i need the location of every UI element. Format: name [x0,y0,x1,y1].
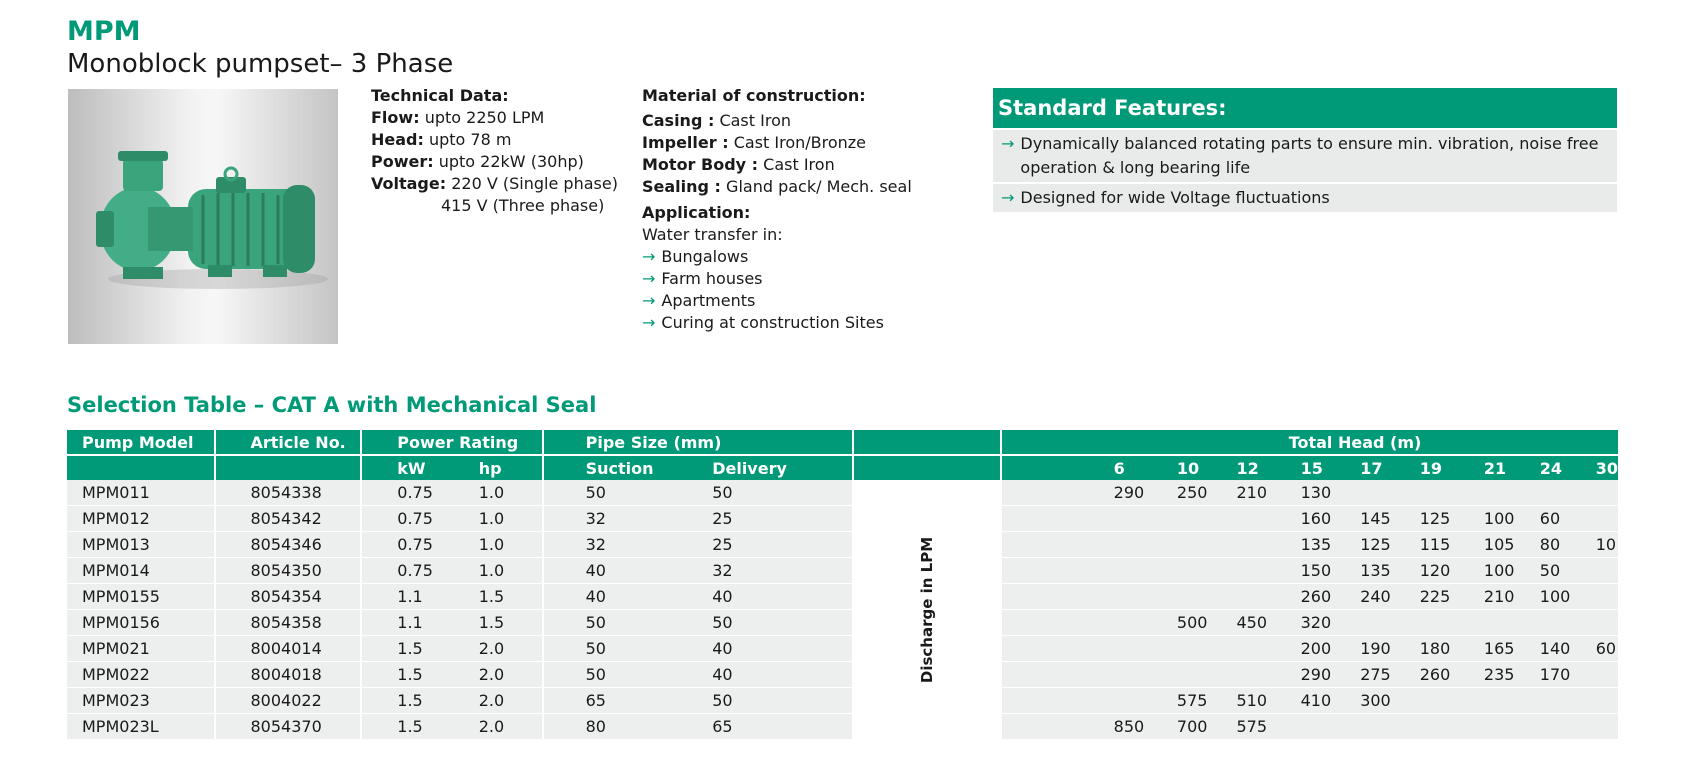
discharge-label: Discharge in LPM [917,536,936,684]
cell-flow: 100 [1540,584,1596,610]
sealing-label: Sealing : [642,177,721,196]
cell-article-no: 8054370 [214,714,361,740]
application-label: Farm houses [661,269,763,288]
cell-flow: 130 [1301,480,1361,506]
table-row [67,610,1618,636]
cell-delivery: 25 [670,506,852,532]
cell-flow: 60 [1596,636,1618,662]
cell-flow: 410 [1301,688,1361,714]
subcol-suction: Suction [542,454,671,480]
cell-flow [1596,688,1618,714]
voltage-value-1: 220 V (Single phase) [451,174,618,193]
cell-flow [1114,636,1177,662]
cell-head-spacer [1000,480,1114,506]
cell-flow [1596,480,1618,506]
cell-flow: 235 [1484,662,1540,688]
impeller-label: Impeller : [642,133,729,152]
cell-flow: 290 [1301,662,1361,688]
cell-flow [1596,714,1618,740]
cell-flow [1236,506,1300,532]
cell-delivery: 25 [670,532,852,558]
cell-flow [1236,532,1300,558]
cell-flow: 150 [1301,558,1361,584]
cell-flow [1360,480,1420,506]
cell-flow [1114,610,1177,636]
cell-flow: 125 [1360,532,1420,558]
cell-flow [1540,610,1596,636]
cell-flow [1177,532,1237,558]
cell-flow [1596,610,1618,636]
cell-flow [1484,688,1540,714]
arrow-right-icon: → [642,269,656,288]
cell-kw: 1.5 [360,636,450,662]
motor-line [642,154,942,176]
selection-table [67,430,1618,740]
subcol-head: 30 [1596,454,1618,480]
cell-pump-model: MPM013 [67,532,214,558]
cell-flow [1236,584,1300,610]
cell-flow: 165 [1484,636,1540,662]
cell-article-no: 8054354 [214,584,361,610]
power-line [371,151,621,173]
motor-label: Motor Body : [642,155,759,174]
cell-flow: 300 [1360,688,1420,714]
cell-flow: 260 [1301,584,1361,610]
impeller-line [642,132,942,154]
cell-head-spacer [1000,610,1114,636]
table-row [67,558,1618,584]
head-label: Head: [371,130,424,149]
cell-flow [1114,688,1177,714]
cell-flow: 450 [1236,610,1300,636]
cell-flow [1484,714,1540,740]
flow-line [371,107,621,129]
cell-article-no: 8004018 [214,662,361,688]
cell-article-no: 8054338 [214,480,361,506]
cell-delivery: 65 [670,714,852,740]
cell-flow [1596,506,1618,532]
cell-flow: 250 [1177,480,1237,506]
sealing-value: Gland pack/ Mech. seal [726,177,912,196]
cell-hp: 1.5 [451,610,542,636]
arrow-right-icon: → [642,313,656,332]
sealing-line [642,176,942,198]
table-row [67,480,1618,506]
cell-flow [1596,584,1618,610]
casing-label: Casing : [642,111,715,130]
subcol-head: 10 [1177,454,1237,480]
cell-flow [1484,480,1540,506]
selection-table-title: Selection Table – CAT A with Mechanical Seal [67,393,597,417]
cell-delivery: 40 [670,636,852,662]
cell-article-no: 8004014 [214,636,361,662]
cell-pump-model: MPM011 [67,480,214,506]
cell-head-spacer [1000,532,1114,558]
cell-head-spacer [1000,558,1114,584]
cell-flow [1420,480,1484,506]
subcol-head-spacer [1000,454,1114,480]
cell-pump-model: MPM0155 [67,584,214,610]
cell-kw: 0.75 [360,480,450,506]
feature-item [993,130,1617,182]
cell-suction: 40 [542,584,671,610]
subcol-head: 19 [1420,454,1484,480]
cell-pump-model: MPM023L [67,714,214,740]
product-subtitle: Monoblock pumpset– 3 Phase [67,49,454,79]
cell-hp: 2.0 [451,636,542,662]
arrow-right-icon: → [642,291,656,310]
cell-delivery: 40 [670,662,852,688]
application-item [642,312,942,334]
voltage-label: Voltage: [371,174,447,193]
cell-flow [1236,636,1300,662]
cell-hp: 1.0 [451,506,542,532]
cell-flow [1484,610,1540,636]
cell-delivery: 50 [670,610,852,636]
cell-flow: 700 [1177,714,1237,740]
cell-suction: 65 [542,688,671,714]
cell-flow: 160 [1301,506,1361,532]
power-label: Power: [371,152,434,171]
standard-features [993,88,1617,212]
cell-suction: 40 [542,558,671,584]
cell-flow [1114,584,1177,610]
cell-article-no: 8004022 [214,688,361,714]
cell-head-spacer [1000,662,1114,688]
cell-flow [1177,506,1237,532]
col-discharge-spacer [852,430,1000,454]
cell-flow [1420,714,1484,740]
cell-flow [1420,610,1484,636]
cell-flow [1114,558,1177,584]
cell-flow: 260 [1420,662,1484,688]
subcol-blank [214,454,361,480]
cell-flow: 80 [1540,532,1596,558]
cell-flow: 320 [1301,610,1361,636]
cell-suction: 50 [542,610,671,636]
cell-flow: 575 [1177,688,1237,714]
cell-delivery: 32 [670,558,852,584]
application-item [642,290,942,312]
cell-flow [1177,584,1237,610]
application-item [642,246,942,268]
cell-flow: 850 [1114,714,1177,740]
head-line [371,129,621,151]
cell-pump-model: MPM021 [67,636,214,662]
cell-hp: 1.0 [451,558,542,584]
cell-flow: 135 [1360,558,1420,584]
subcol-head: 15 [1301,454,1361,480]
voltage-line [371,173,621,195]
cell-article-no: 8054358 [214,610,361,636]
cell-flow [1540,714,1596,740]
flow-label: Flow: [371,108,420,127]
cell-flow: 60 [1540,506,1596,532]
power-value: upto 22kW (30hp) [438,152,584,171]
feature-label: Dynamically balanced rotating parts to ensure min. vibration, noise free operation & long bearing life [1020,134,1599,177]
subcol-kw: kW [360,454,450,480]
subcol-head: 17 [1360,454,1420,480]
cell-hp: 2.0 [451,688,542,714]
col-total-head: Total Head (m) [1000,430,1618,454]
arrow-right-icon: → [1001,188,1015,207]
cell-kw: 0.75 [360,506,450,532]
cell-flow [1236,558,1300,584]
cell-flow [1540,480,1596,506]
cell-kw: 0.75 [360,532,450,558]
pump-illustration [68,89,338,344]
cell-flow: 225 [1420,584,1484,610]
cell-hp: 2.0 [451,662,542,688]
table-row [67,532,1618,558]
cell-flow [1177,662,1237,688]
cell-suction: 32 [542,532,671,558]
cell-flow: 510 [1236,688,1300,714]
col-power-rating: Power Rating [360,430,541,454]
cell-flow: 10 [1596,532,1618,558]
cell-article-no: 8054346 [214,532,361,558]
casing-value: Cast Iron [719,111,791,130]
cell-flow: 275 [1360,662,1420,688]
table-row [67,688,1618,714]
cell-flow: 290 [1114,480,1177,506]
cell-flow [1596,662,1618,688]
cell-flow: 120 [1420,558,1484,584]
cell-delivery: 50 [670,688,852,714]
flow-value: upto 2250 LPM [424,108,545,127]
table-subheader-row [67,454,1618,480]
application-intro: Water transfer in: [642,225,783,244]
cell-flow [1177,636,1237,662]
voltage-value-2: 415 V (Three phase) [441,196,605,215]
cell-flow [1420,688,1484,714]
cell-hp: 2.0 [451,714,542,740]
technical-data [371,85,621,217]
cell-flow: 105 [1484,532,1540,558]
cell-flow [1540,688,1596,714]
cell-flow [1301,714,1361,740]
subcol-head: 12 [1236,454,1300,480]
cell-pump-model: MPM0156 [67,610,214,636]
col-pump-model: Pump Model [67,430,214,454]
cell-kw: 1.5 [360,688,450,714]
cell-head-spacer [1000,714,1114,740]
cell-flow: 170 [1540,662,1596,688]
subcol-blank [67,454,214,480]
cell-suction: 50 [542,662,671,688]
pump-photo [68,89,338,344]
discharge-label-cell [852,480,1000,740]
cell-flow: 115 [1420,532,1484,558]
cell-suction: 50 [542,480,671,506]
cell-pump-model: MPM014 [67,558,214,584]
cell-flow [1177,558,1237,584]
cell-flow: 180 [1420,636,1484,662]
cell-kw: 1.1 [360,610,450,636]
cell-suction: 50 [542,636,671,662]
cell-article-no: 8054350 [214,558,361,584]
cell-flow [1596,558,1618,584]
cell-suction: 80 [542,714,671,740]
cell-flow: 145 [1360,506,1420,532]
feature-label: Designed for wide Voltage fluctuations [1020,188,1330,207]
cell-flow: 240 [1360,584,1420,610]
cell-pump-model: MPM023 [67,688,214,714]
casing-line [642,110,942,132]
application-label: Curing at construction Sites [661,313,884,332]
cell-suction: 32 [542,506,671,532]
technical-heading: Technical Data: [371,86,509,105]
cell-delivery: 50 [670,480,852,506]
subcol-head: 6 [1114,454,1177,480]
subcol-delivery: Delivery [670,454,852,480]
cell-flow [1114,532,1177,558]
cell-flow: 100 [1484,506,1540,532]
table-body [67,480,1618,740]
cell-flow: 575 [1236,714,1300,740]
application-label: Apartments [661,291,756,310]
cell-kw: 1.1 [360,584,450,610]
material-heading: Material of construction: [642,86,866,105]
cell-flow: 210 [1484,584,1540,610]
motor-value: Cast Iron [763,155,835,174]
cell-pump-model: MPM022 [67,662,214,688]
subcol-head: 24 [1540,454,1596,480]
features-heading: Standard Features: [993,88,1617,128]
material-of-construction [642,85,942,334]
cell-flow: 125 [1420,506,1484,532]
cell-flow [1360,610,1420,636]
subcol-discharge-spacer [852,454,1000,480]
cell-delivery: 40 [670,584,852,610]
cell-flow [1236,662,1300,688]
table-header-row [67,430,1618,454]
cell-hp: 1.5 [451,584,542,610]
cell-flow: 100 [1484,558,1540,584]
cell-kw: 0.75 [360,558,450,584]
product-title: MPM [67,16,141,47]
application-label: Bungalows [661,247,749,266]
cell-flow [1114,506,1177,532]
cell-head-spacer [1000,688,1114,714]
cell-kw: 1.5 [360,662,450,688]
cell-article-no: 8054342 [214,506,361,532]
cell-flow: 50 [1540,558,1596,584]
cell-flow: 210 [1236,480,1300,506]
col-article-no: Article No. [214,430,361,454]
subcol-head: 21 [1484,454,1540,480]
application-item [642,268,942,290]
cell-flow [1114,662,1177,688]
cell-flow: 500 [1177,610,1237,636]
cell-flow [1360,714,1420,740]
cell-hp: 1.0 [451,532,542,558]
cell-kw: 1.5 [360,714,450,740]
cell-hp: 1.0 [451,480,542,506]
head-value: upto 78 m [428,130,512,149]
cell-head-spacer [1000,584,1114,610]
table-row [67,506,1618,532]
col-pipe-size: Pipe Size (mm) [542,430,852,454]
cell-flow: 140 [1540,636,1596,662]
arrow-right-icon: → [642,247,656,266]
table-row [67,662,1618,688]
voltage-line-2 [371,195,621,217]
application-heading: Application: [642,203,751,222]
cell-head-spacer [1000,506,1114,532]
arrow-right-icon: → [1001,134,1015,153]
table-row [67,714,1618,740]
feature-item [993,184,1617,212]
subcol-hp: hp [451,454,542,480]
table-row [67,584,1618,610]
cell-pump-model: MPM012 [67,506,214,532]
table-row [67,636,1618,662]
cell-head-spacer [1000,636,1114,662]
cell-flow: 200 [1301,636,1361,662]
cell-flow: 190 [1360,636,1420,662]
impeller-value: Cast Iron/Bronze [733,133,867,152]
cell-flow: 135 [1301,532,1361,558]
